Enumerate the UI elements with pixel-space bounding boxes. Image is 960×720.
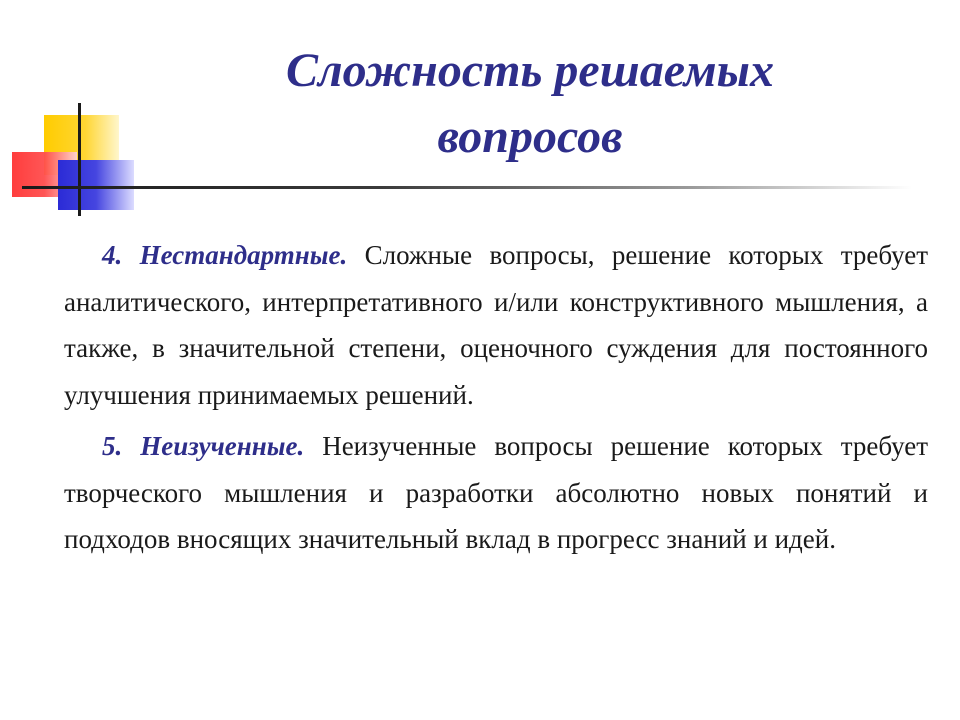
- paragraph-unexplored: [64, 423, 928, 563]
- paragraph-text: Сложные вопросы, решение которых требует аналитического, интерпретативного и/или конструктивного мышления, а также, в значительной степени, оценочного суждения для постоянного улучшения принимаемых решений.: [64, 240, 929, 410]
- slide-title-line-2: вопросов: [437, 110, 623, 163]
- paragraph-nonstandard: [64, 232, 928, 418]
- paragraph-lead: 4. Нестандартные.: [102, 240, 348, 270]
- slide-title-line-1: Сложность решаемых: [286, 44, 774, 97]
- paragraph-text: Неизученные вопросы решение которых требует творческого мышления и разработки абсолютно новых понятий и подходов вносящих значительный вклад в прогресс знаний и идей.: [64, 431, 928, 554]
- slide-title: [150, 38, 910, 170]
- blue-square: [58, 160, 134, 210]
- title-underline: [22, 186, 912, 189]
- slide-body: [64, 232, 928, 568]
- paragraph-lead: 5. Неизученные.: [102, 431, 305, 461]
- vertical-divider-line: [78, 103, 81, 216]
